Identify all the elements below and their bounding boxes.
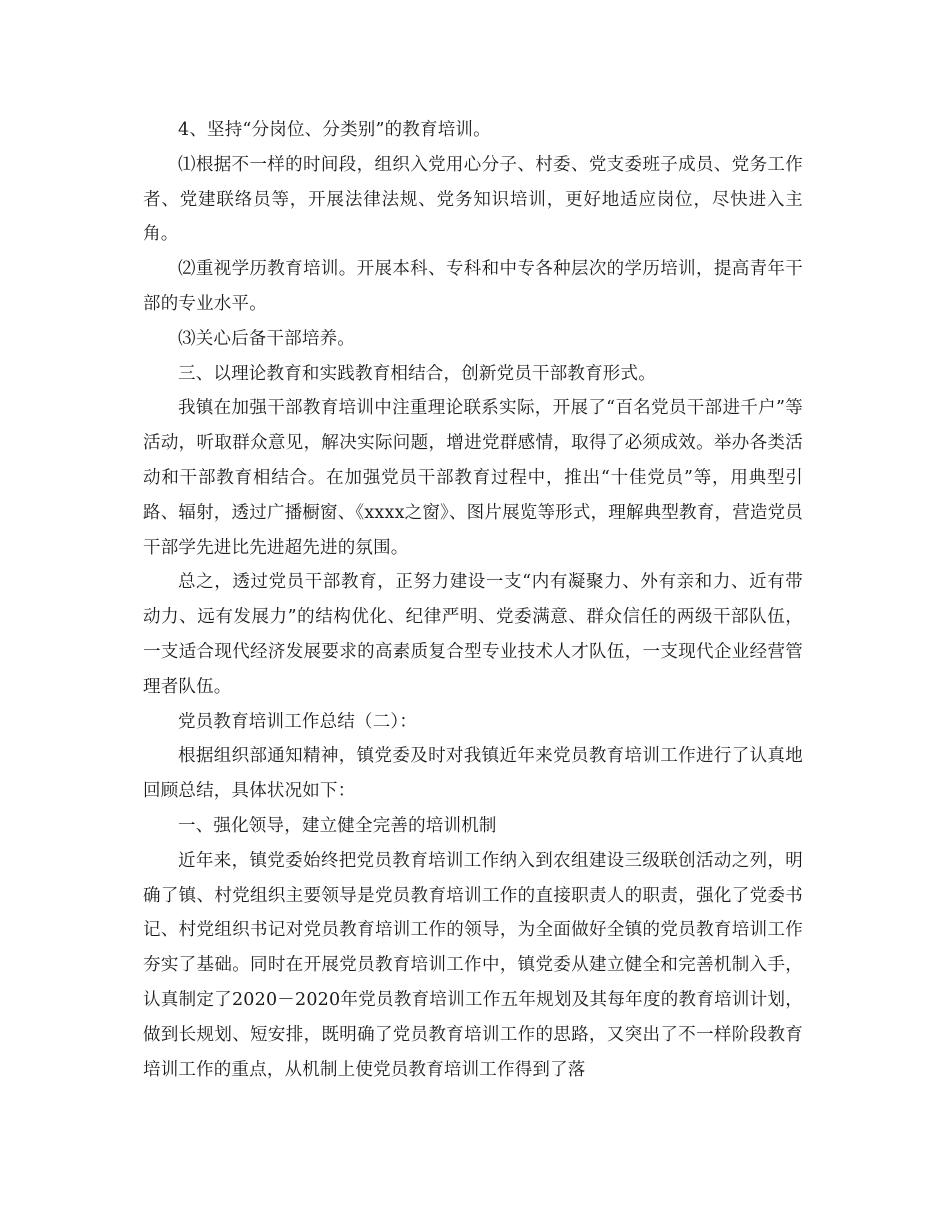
paragraph-training-item-3: ⑶关心后备干部培养。 — [178, 328, 355, 349]
paragraph-leadership: 近年来，镇党委始终把党员教育培训工作纳入到农组建设三级联创活动之列，明确了镇、村党组织主要领导是党员教育培训工作的直接职责人的职责，强化了党委书记、村党组织书记对党员教育培训工作的领导，为全面做好全镇的党员教育培训工作夯实了基础。同时在开展党员教育培训工作中，镇党委从建立健全和完善机制入手，认真制定了2020－2020年党员教育培训工作五年规划及其每年度的教育培训计划，做到长规划、短安排，既明确了党员教育培训工作的思路，又突出了不一样阶段教育培训工作的重点，从机制上使党员教育培训工作得到了落 — [143, 850, 803, 1080]
paragraph-training-by-category: 4、坚持“分岗位、分类别”的教育培训。 — [178, 120, 491, 140]
section-heading-theory-practice: 三、以理论教育和实践教育相结合，创新党员干部教育形式。 — [178, 363, 656, 384]
document-body — [143, 113, 803, 1087]
paragraph-training-item-1: ⑴根据不一样的时间段，组织入党用心分子、村委、党支委班子成员、党务工作者、党建联络员等，开展法律法规、党务知识培训，更好地适应岗位，尽快进入主角。 — [143, 154, 803, 245]
paragraph-summary-intro: 根据组织部通知精神，镇党委及时对我镇近年来党员教育培训工作进行了认真地回顾总结，具体状况如下： — [143, 746, 803, 802]
section-heading-leadership: 一、强化领导，建立健全完善的培训机制 — [178, 815, 497, 836]
paragraph-conclusion: 总之，透过党员干部教育，正努力建设一支“内有凝聚力、外有亲和力、近有带动力、远有发展力”的结构优化、纪律严明、党委满意、群众信任的两级干部队伍，一支适合现代经济发展要求的高素质复合型专业技术人才队伍，一支现代企业经营管理者队伍。 — [143, 572, 803, 697]
paragraph-theory-practice: 我镇在加强干部教育培训中注重理论联系实际，开展了“百名党员干部进千户”等活动，听取群众意见，解决实际问题，增进党群感情，取得了必须成效。举办各类活动和干部教育相结合。在加强党员干部教育过程中，推出“十佳党员”等，用典型引路、辐射，透过广播橱窗、《xxxx之窗》、图片展览等形式，理解典型教育，营造党员干部学先进比先进超先进的氛围。 — [143, 398, 803, 558]
paragraph-training-item-2: ⑵重视学历教育培训。开展本科、专科和中专各种层次的学历培训，提高青年干部的专业水平。 — [143, 259, 803, 314]
heading-summary-two: 党员教育培训工作总结（二）： — [178, 711, 418, 732]
